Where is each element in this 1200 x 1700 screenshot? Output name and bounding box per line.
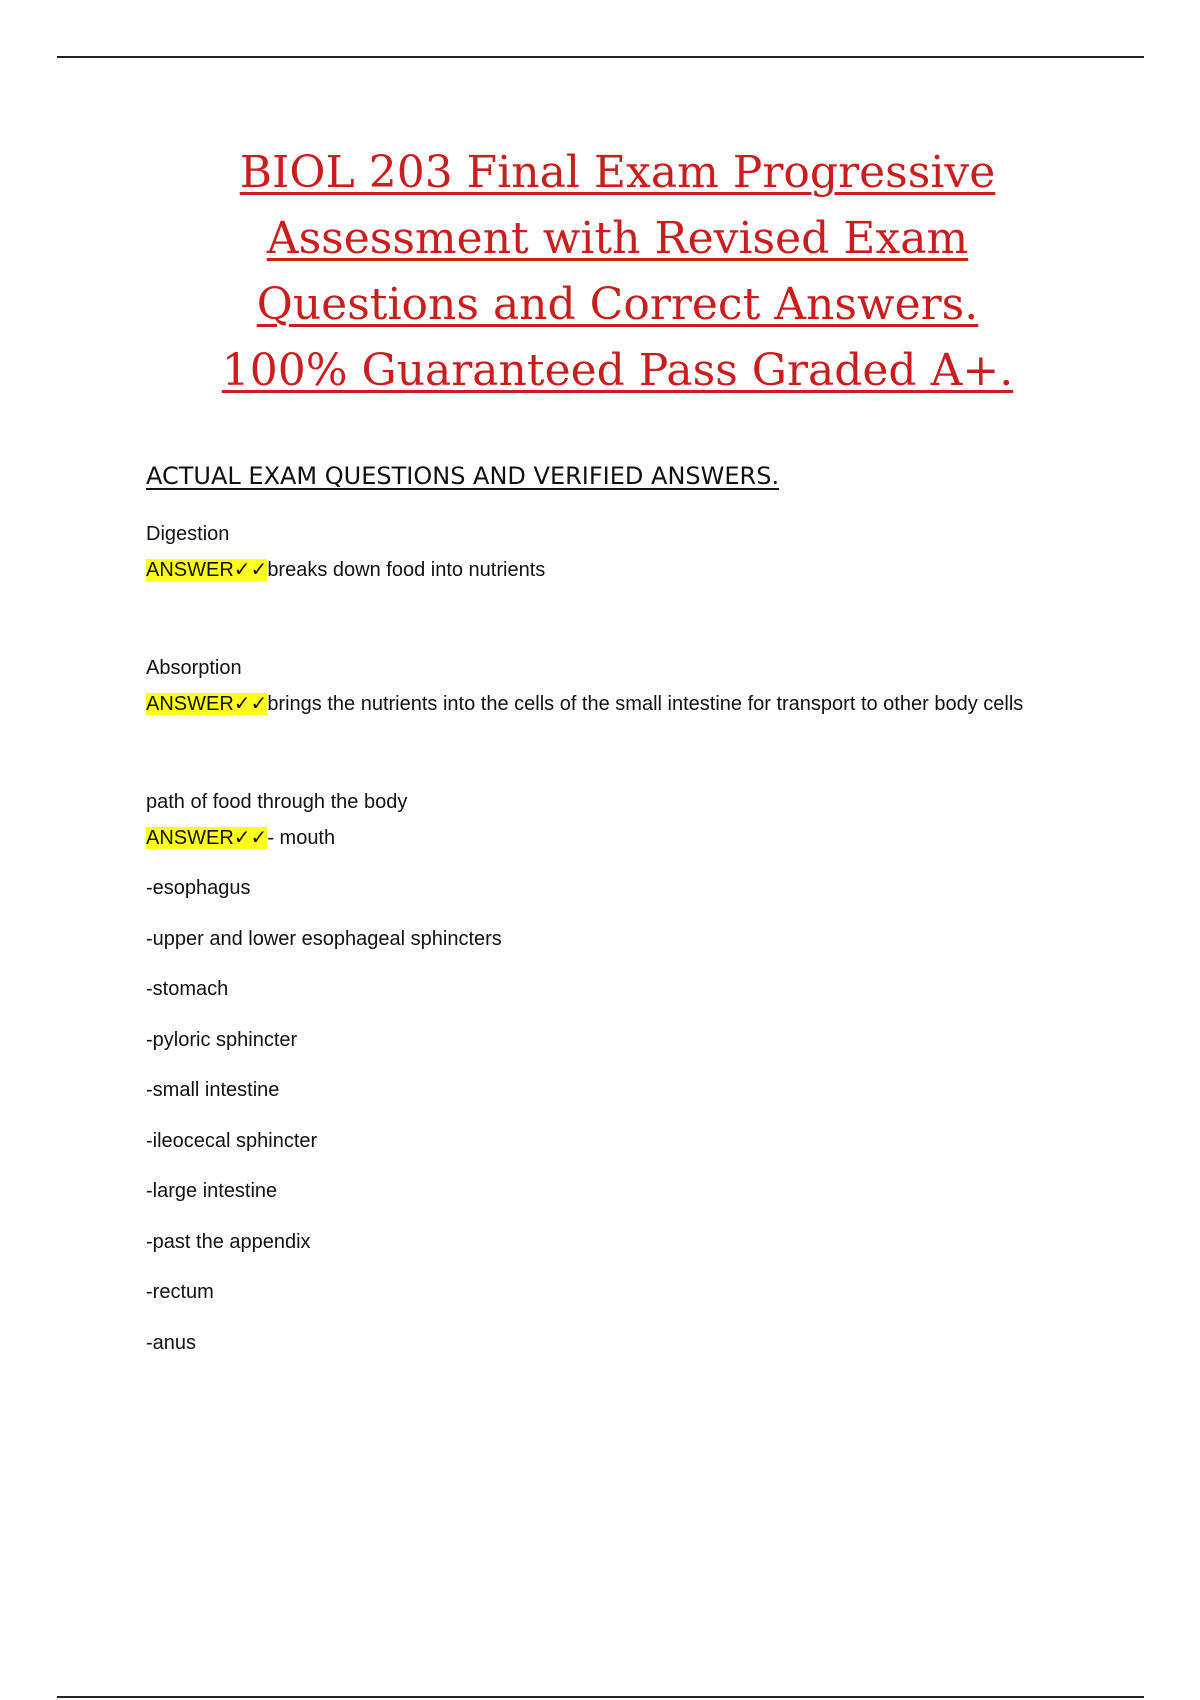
section-heading: ACTUAL EXAM QUESTIONS AND VERIFIED ANSWERS. — [146, 462, 780, 490]
answer-text: brings the nutrients into the cells of the small intestine for transport to other body cells — [267, 693, 1024, 715]
document-title — [150, 140, 1085, 404]
title-line: Questions and Correct Answers. — [256, 279, 979, 330]
list-item: -ileocecal sphincter — [146, 1129, 318, 1152]
answer-line — [146, 552, 1086, 588]
document-body — [146, 462, 1086, 1375]
answer-text: breaks down food into nutrients — [267, 559, 546, 581]
list-item: -past the appendix — [146, 1230, 311, 1253]
question-text: path of food through the body — [146, 791, 408, 813]
list-item: -upper and lower esophageal sphincters — [146, 927, 502, 950]
top-rule — [57, 56, 1144, 58]
qa-item-food-path — [146, 784, 1086, 1361]
answer-text: - mouth — [267, 827, 336, 849]
bottom-rule — [57, 1696, 1144, 1698]
title-line: BIOL 203 Final Exam Progressive — [239, 147, 996, 198]
list-item: -anus — [146, 1331, 197, 1354]
answer-label: ANSWER✓✓ — [146, 559, 268, 581]
list-item: -pyloric sphincter — [146, 1028, 298, 1051]
list-item: -small intestine — [146, 1079, 280, 1101]
answer-label: ANSWER✓✓ — [146, 827, 268, 849]
qa-item-absorption — [146, 650, 1086, 722]
list-item: -stomach — [146, 978, 229, 1000]
answer-line — [146, 820, 1086, 856]
answer-line — [146, 686, 1086, 722]
list-item: -esophagus — [146, 877, 251, 899]
title-line: 100% Guaranteed Pass Graded A+. — [221, 345, 1014, 396]
list-item: -large intestine — [146, 1180, 278, 1202]
list-item: -rectum — [146, 1281, 214, 1303]
title-line: Assessment with Revised Exam — [266, 213, 969, 264]
question-text: Digestion — [146, 523, 230, 545]
answer-label: ANSWER✓✓ — [146, 693, 268, 715]
qa-item-digestion — [146, 516, 1086, 588]
answer-list — [146, 870, 1086, 1361]
question-text: Absorption — [146, 657, 242, 679]
